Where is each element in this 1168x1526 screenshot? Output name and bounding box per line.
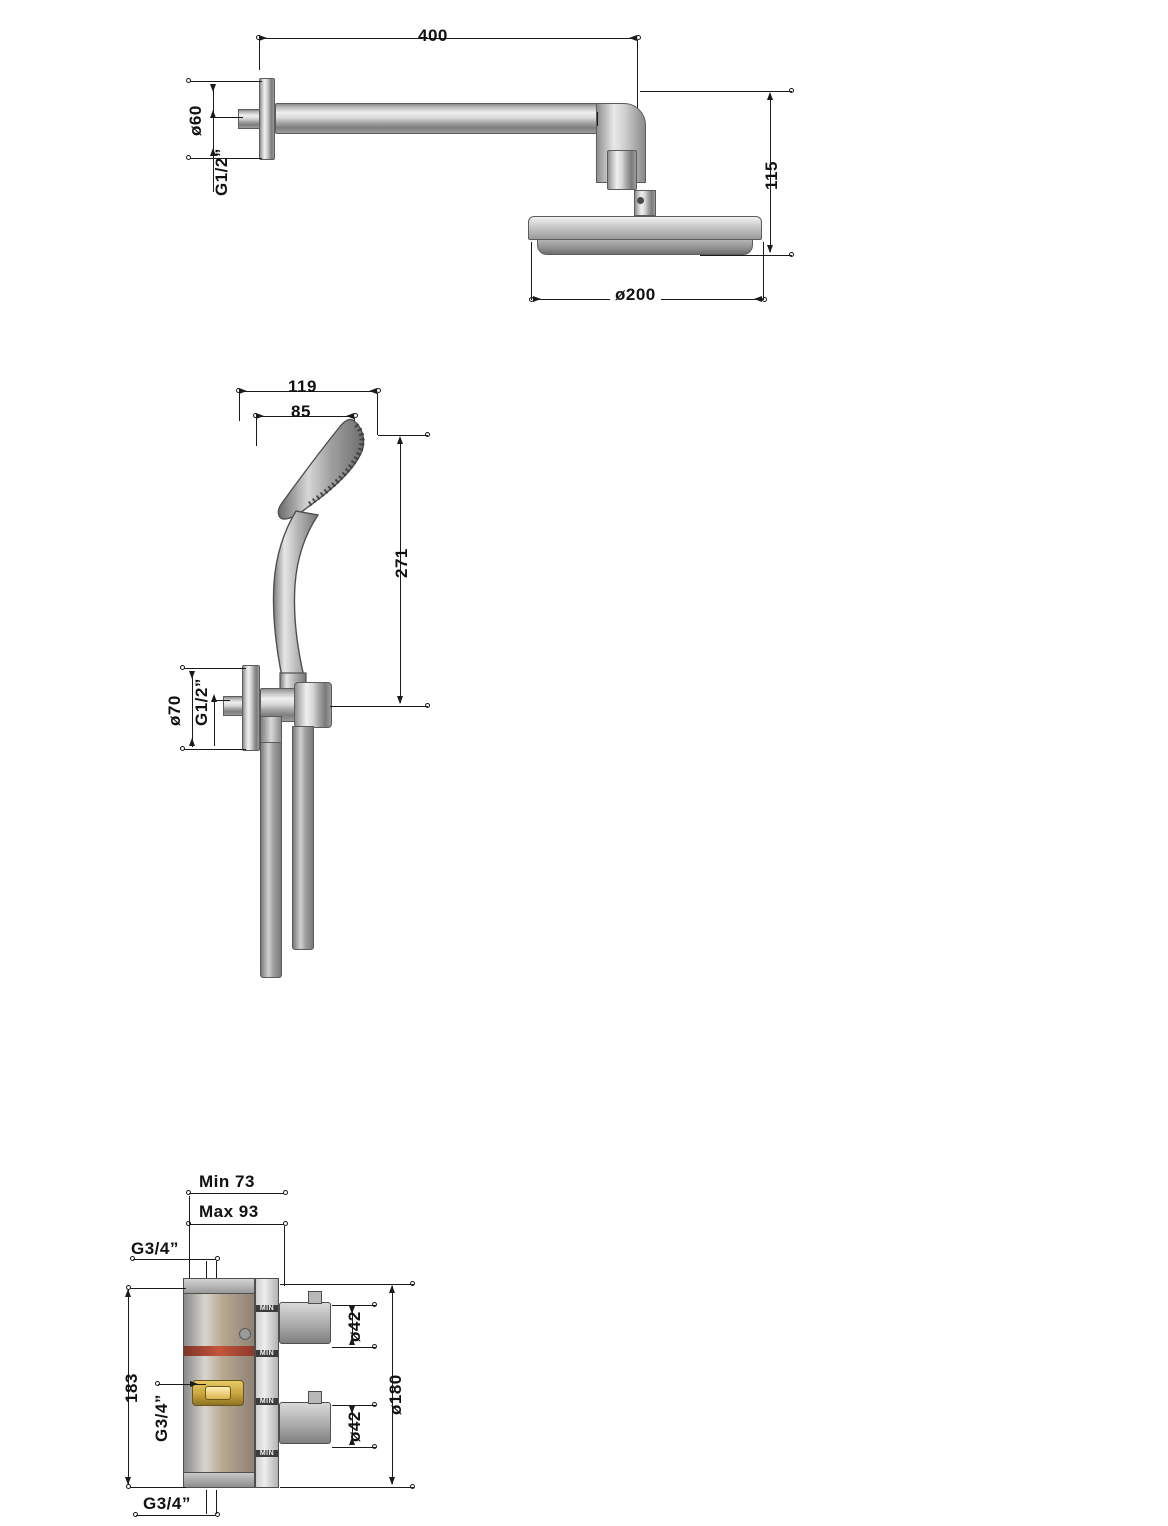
dim-line-min73 [189,1193,284,1194]
outlet-lower [279,1402,331,1444]
dim-label-body-height: 183 [122,1373,141,1403]
dim-arrow [239,388,247,394]
ext-line [190,81,262,82]
dim-label-head-diameter: ø200 [610,285,661,305]
dim-arrow [389,1477,395,1485]
dim-label-wall-plate-diameter: ø70 [165,695,184,726]
valve-body-bottom-cap [183,1472,255,1488]
dim-arrow [369,388,377,394]
joint-screw [637,197,644,204]
dim-arrow [754,296,762,302]
dim-label-outlet-upper-diameter: ø42 [345,1311,364,1342]
dim-arrow [767,92,773,100]
plate-mark-min: MIN [256,1398,278,1405]
shower-arm-vertical [607,150,637,190]
dim-arrow [533,296,541,302]
dim-label-outlet-side-thread: G3/4” [152,1394,171,1442]
outlet-lower-nipple [308,1391,322,1404]
dim-arrow [767,245,773,253]
dim-label-inlet-thread: G1/2” [212,148,231,196]
ext-line [332,1347,376,1348]
dim-label-projection-total: 119 [288,377,317,396]
figure-hand-shower [0,360,1168,1000]
dim-line-400 [259,38,637,39]
ext-line [184,668,246,669]
dim-label-arm-length: 400 [418,26,448,45]
figure-concealed-body [0,1150,1168,1526]
shower-head-face [537,239,753,255]
body-side-boss-upper [239,1328,251,1340]
outlet-upper-nipple [308,1291,322,1304]
ext-line [284,1226,285,1286]
dim-arrow [259,35,267,41]
ext-line [189,1196,190,1286]
dim-arrow [189,738,195,746]
dim-arrow [210,84,216,92]
ext-line [213,117,243,118]
ext-line [378,435,428,436]
inlet-thread-nipple [223,696,243,716]
dim-label-mounting-circle-diameter: ø180 [386,1374,405,1415]
dim-line-bottom-thread [136,1515,216,1516]
dim-arrow [397,436,403,444]
dim-line-max93 [189,1224,284,1225]
ext-line [130,1487,186,1488]
ext-line [330,706,428,707]
dim-label-outlet-lower-diameter: ø42 [345,1411,364,1442]
plate-mark-min: MIN [256,1305,278,1312]
dim-arrow [389,1285,395,1293]
dim-arrow [125,1477,131,1485]
ext-line [531,242,532,300]
wall-flange [259,78,275,160]
outlet-upper [279,1302,331,1344]
ext-line [214,700,230,701]
dim-arrow [125,1289,131,1297]
shower-hose-descending-left [260,742,282,978]
dim-arrow [190,1381,198,1387]
ext-line [763,242,764,300]
valve-body-seal-band [184,1346,254,1356]
wall-plate [242,665,260,751]
dim-arrow [397,696,403,704]
shower-arm-horizontal [275,103,605,134]
ext-line [280,1487,414,1488]
shower-hose-left [260,716,282,744]
ext-line [206,1490,207,1514]
ext-line [259,40,260,70]
inlet-thread-nipple [238,109,260,129]
dim-label-depth-min: Min 73 [199,1172,255,1191]
dim-label-flange-diameter: ø60 [186,105,205,136]
ext-line [130,1288,186,1289]
plate-mark-min: MIN [256,1350,278,1357]
dim-arrow [629,35,637,41]
dim-label-hand-shower-length: 271 [392,548,411,578]
shower-hose-descending-right [292,726,314,950]
dim-label-depth-max: Max 93 [199,1202,259,1221]
ext-line [332,1447,376,1448]
dim-label-inlet-top-thread: G3/4” [131,1239,179,1258]
dim-label-hand-inlet-thread: G1/2” [192,678,211,726]
ext-line [700,255,792,256]
ext-line [184,749,246,750]
dim-label-outlet-bottom-thread: G3/4” [143,1494,191,1513]
ext-line [239,393,240,421]
dim-line-hand-inlet-thread [214,696,215,746]
dim-line-top-thread [133,1259,216,1260]
dim-line-left-thread [158,1384,206,1385]
plate-mark-min: MIN [256,1450,278,1457]
center-tick [597,112,598,126]
dim-label-projection-inner: 85 [291,402,311,421]
hand-shower-cradle [294,682,332,728]
ext-line [216,1490,217,1514]
dim-label-height-drop: 115 [762,161,781,190]
shower-head-disc [528,216,762,240]
figure-head-shower [0,0,1168,340]
brass-cartridge-core [205,1386,231,1400]
valve-body-top-cap [183,1278,255,1294]
